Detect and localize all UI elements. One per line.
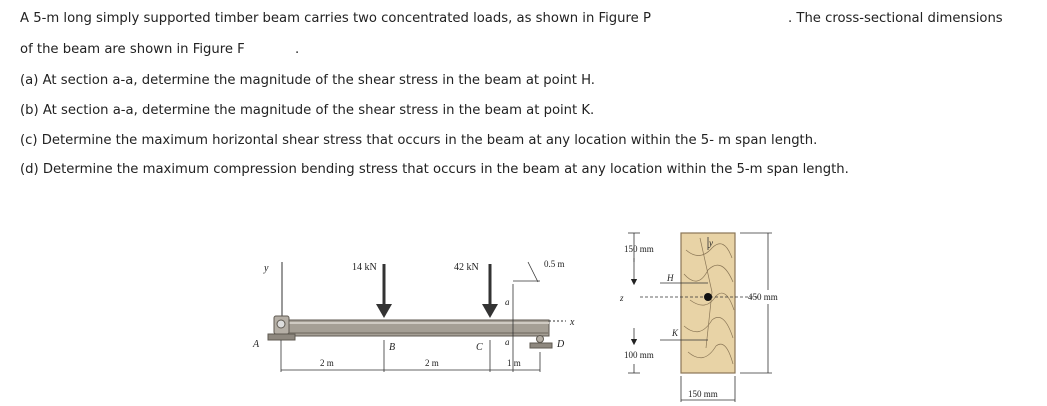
point-k-label: K	[672, 328, 679, 338]
problem-part-a: (a) At section a-a, determine the magnitude of the shear stress in the beam at point H.	[20, 73, 595, 88]
span-ab-label: 2 m	[320, 358, 334, 368]
dim-100-label: 100 mm	[624, 350, 654, 360]
problem-part-c: (c) Determine the maximum horizontal shear stress that occurs in the beam at any location within the 5- m span length.	[20, 133, 818, 148]
beam-y-label: y	[264, 263, 269, 274]
dim-150-top-label: 150 mm	[624, 244, 654, 254]
point-c-label: C	[476, 342, 483, 353]
section-a-bottom-label: a	[505, 337, 510, 347]
point-b-label: B	[389, 342, 396, 353]
load-b-label: 14 kN	[352, 262, 377, 273]
point-h-label: H	[667, 273, 674, 283]
beam-x-label: x	[570, 317, 575, 328]
section-y-label: y	[709, 238, 713, 248]
problem-line-1-tail-text: . The cross-sectional dimensions	[788, 11, 1003, 26]
dim-150-width-label: 150 mm	[688, 389, 718, 399]
load-c-label: 42 kN	[454, 262, 479, 273]
point-a-label: A	[253, 339, 260, 350]
timber-cross-section	[681, 233, 735, 373]
span-cd-label: 1 m	[507, 358, 521, 368]
section-figure	[619, 233, 778, 402]
problem-part-d: (d) Determine the maximum compression bending stress that occurs in the beam at any location within the 5-m span length.	[20, 162, 849, 177]
span-bc-label: 2 m	[425, 358, 439, 368]
dim-450-label: 450 mm	[748, 292, 778, 302]
problem-line-2-period: .	[294, 42, 300, 57]
section-z-label: z	[620, 293, 624, 303]
section-centroid	[704, 293, 712, 301]
problem-line-2-text: of the beam are shown in Figure F	[20, 42, 245, 57]
problem-line-1-text: A 5-m long simply supported timber beam carries two concentrated loads, as shown in Figure P	[20, 11, 651, 26]
beam-figure	[252, 259, 575, 372]
dim-0-5-label: 0.5 m	[544, 259, 565, 269]
section-a-top-label: a	[505, 297, 510, 307]
roller-support-d	[530, 336, 552, 349]
point-d-label: D	[557, 339, 565, 350]
problem-part-b: (b) At section a-a, determine the magnitude of the shear stress in the beam at point K.	[20, 103, 595, 118]
